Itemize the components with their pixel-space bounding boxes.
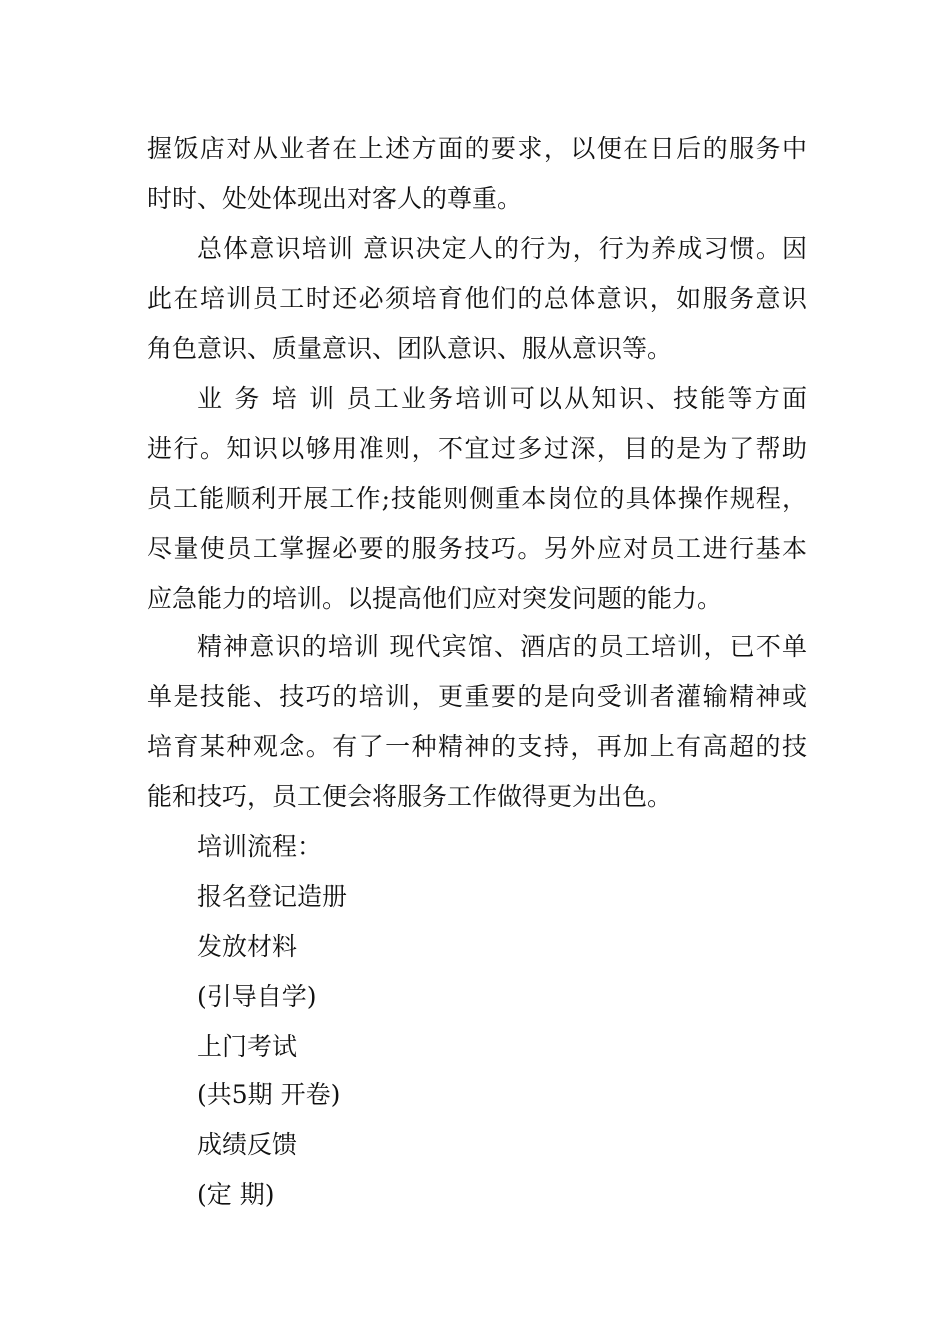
- process-step: 发放材料: [197, 932, 298, 961]
- paragraph-4-line-4: 能和技巧，员工便会将服务工作做得更为出色。: [147, 782, 673, 811]
- paragraph-1-line-1: 握饭店对从业者在上述方面的要求，以便在日后的服务中: [147, 134, 807, 163]
- paragraph-3-line-1: 业 务 培 训 员工业务培训可以从知识、技能等方面: [197, 384, 807, 413]
- process-title: 培训流程：: [197, 832, 323, 861]
- process-step: (共5期 开卷): [197, 1080, 341, 1109]
- paragraph-4-line-1: 精神意识的培训 现代宾馆、酒店的员工培训，已不单: [197, 632, 807, 661]
- paragraph-2-line-3: 角色意识、质量意识、团队意识、服从意识等。: [147, 334, 673, 363]
- paragraph-3-line-2: 进行。知识以够用准则，不宜过多过深，目的是为了帮助: [147, 434, 807, 463]
- paragraph-3-line-5: 应急能力的培训。以提高他们应对突发问题的能力。: [147, 584, 723, 613]
- process-step: (引导自学): [197, 982, 317, 1011]
- process-step: 上门考试: [197, 1032, 298, 1061]
- process-step: 成绩反馈: [197, 1130, 298, 1159]
- paragraph-3-line-4: 尽量使员工掌握必要的服务技巧。另外应对员工进行基本: [147, 534, 807, 563]
- process-step: (定 期): [197, 1180, 275, 1209]
- paragraph-1-line-2: 时时、处处体现出对客人的尊重。: [147, 184, 523, 213]
- paragraph-4-line-3: 培育某种观念。有了一种精神的支持，再加上有高超的技: [147, 732, 807, 761]
- paragraph-4-line-2: 单是技能、技巧的培训，更重要的是向受训者灌输精神或: [147, 682, 807, 711]
- process-step: 报名登记造册: [197, 882, 348, 911]
- paragraph-2-line-2: 此在培训员工时还必须培育他们的总体意识，如服务意识: [147, 284, 807, 313]
- paragraph-3-line-3: 员工能顺利开展工作;技能则侧重本岗位的具体操作规程，: [147, 484, 807, 513]
- paragraph-2-line-1: 总体意识培训 意识决定人的行为，行为养成习惯。因: [197, 234, 807, 263]
